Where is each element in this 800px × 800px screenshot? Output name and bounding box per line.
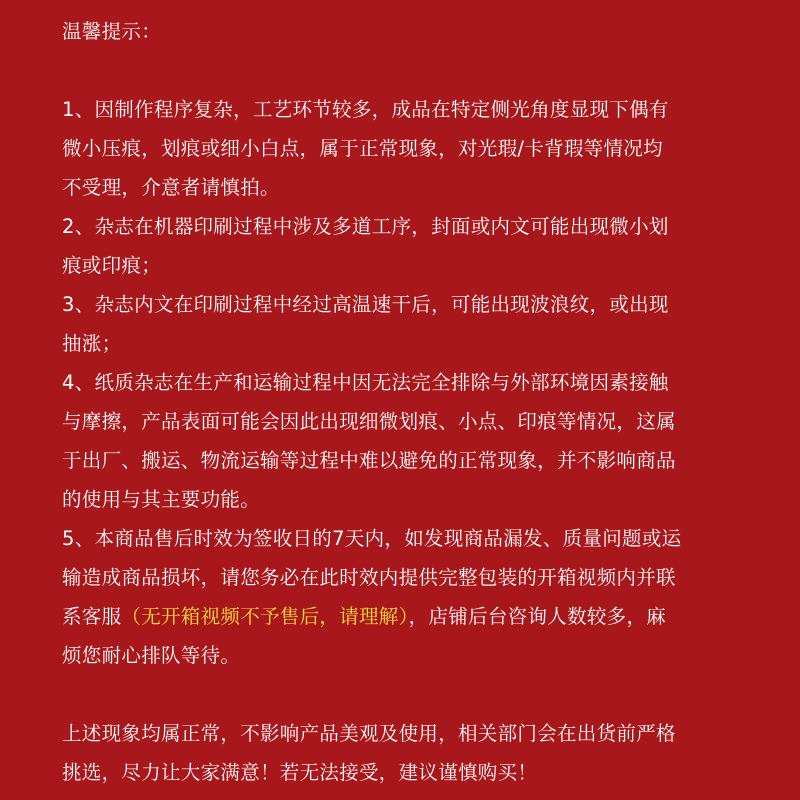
item-5-line-3-start: 系客服 — [62, 605, 122, 628]
footer-line-2: 挑选，尽力让大家满意！若无法接受，建议谨慎购买！ — [62, 761, 538, 784]
item-1-line-3: 不受理，介意者请慎拍。 — [62, 176, 280, 199]
item-2-line-1: 2、杂志在机器印刷过程中涉及多道工序，封面或内文可能出现微小划 — [62, 215, 669, 238]
item-5-line-2: 输造成商品损坏，请您务必在此时效内提供完整包装的开箱视频内并联 — [62, 566, 676, 589]
item-4-line-3: 于出厂、搬运、物流运输等过程中难以避免的正常现象，并不影响商品 — [62, 449, 676, 472]
item-4-line-2: 与摩擦，产品表面可能会因此出现细微划痕、小点、印痕等情况，这属 — [62, 410, 676, 433]
item-2-line-2: 痕或印痕； — [62, 254, 162, 277]
no-unboxing-video-warning: （无开箱视频不予售后，请理解） — [121, 605, 409, 628]
item-3-line-2: 抽涨； — [62, 332, 122, 355]
item-5-line-3-end: ，店铺后台咨询人数较多，麻 — [408, 605, 667, 628]
item-3-line-1: 3、杂志内文在印刷过程中经过高温速干后，可能出现波浪纹，或出现 — [62, 293, 669, 316]
item-1-line-2: 微小压痕，划痕或细小白点，属于正常现象，对光瑕/卡背瑕等情况均 — [62, 137, 663, 160]
notice-block — [62, 12, 752, 792]
item-4-line-1: 4、纸质杂志在生产和运输过程中因无法完全排除与外部环境因素接触 — [62, 371, 669, 394]
footer-line-1: 上述现象均属正常，不影响产品美观及使用，相关部门会在出货前严格 — [62, 722, 676, 745]
item-5-line-1: 5、本商品售后时效为签收日的7天内，如发现商品漏发、质量问题或运 — [62, 527, 682, 550]
item-1-line-1: 1、因制作程序复杂，工艺环节较多，成品在特定侧光角度显现下偶有 — [62, 98, 669, 121]
item-5-line-3 — [62, 597, 752, 636]
notice-title: 温馨提示： — [62, 20, 162, 43]
spacer — [62, 51, 752, 90]
item-5-line-4: 烦您耐心排队等待。 — [62, 644, 241, 667]
spacer — [62, 675, 752, 714]
item-4-line-4: 的使用与其主要功能。 — [62, 488, 261, 511]
